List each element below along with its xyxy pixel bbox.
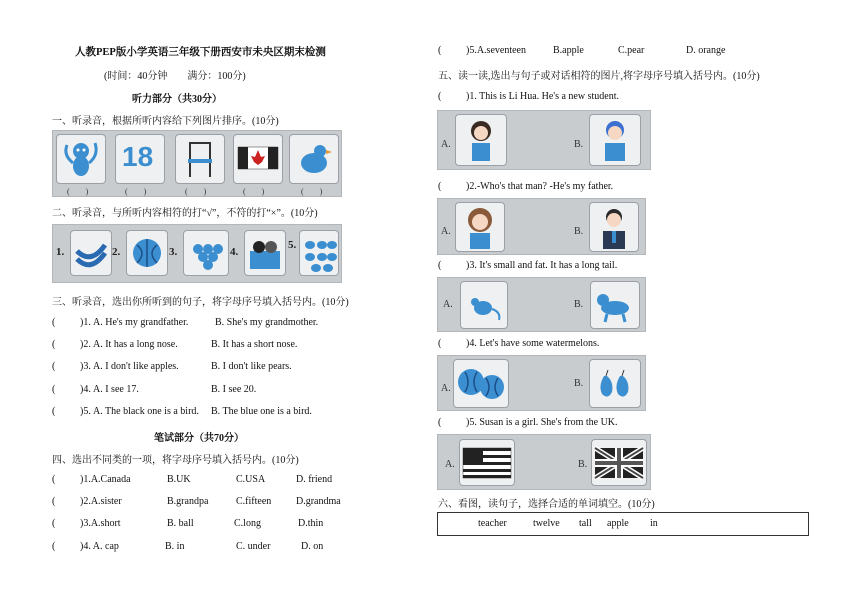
q3-option-b: B. I don't like pears. <box>211 361 292 372</box>
option-a-label: A. <box>445 459 455 470</box>
woman-icon <box>456 203 504 251</box>
q2-num-4: 4. <box>230 246 239 258</box>
monkey-card <box>56 134 106 184</box>
number-18: 18 <box>122 141 154 172</box>
word-bank-item: tall <box>579 518 592 529</box>
word-bank-item: twelve <box>533 518 560 529</box>
fruit-box-icon <box>245 231 285 275</box>
two-pears-icon <box>590 360 640 407</box>
q5-photo-3 <box>437 277 646 332</box>
q4-option-c: C.long <box>234 518 261 529</box>
q4-option-d: D. on <box>301 541 324 552</box>
q4-option-b: B.grandpa <box>167 496 209 507</box>
watermelon-card <box>126 230 168 276</box>
q1-paren-1[interactable]: ( ) <box>67 187 89 196</box>
q3-item-number: )3. <box>80 361 91 372</box>
option-b-label: B. <box>574 139 584 150</box>
bird-card <box>289 134 339 184</box>
q4-option-c: C.fifteen <box>236 496 272 507</box>
option-b-label: B. <box>574 378 584 389</box>
q3-option-a: A. It has a long nose. <box>93 339 178 350</box>
option-a-label: A. <box>441 383 451 394</box>
pears-icon <box>300 231 338 275</box>
q4-paren[interactable]: ( <box>52 541 56 552</box>
q1-paren-3[interactable]: ( ) <box>185 187 207 196</box>
q3-paren[interactable]: ( <box>52 339 56 350</box>
q1-paren-4[interactable]: ( ) <box>243 187 265 196</box>
q4-option-b: B. in <box>165 541 185 552</box>
mouse-icon <box>461 282 507 328</box>
girl-card <box>455 114 507 166</box>
q6-instruction: 六、看图，读句子，选择合适的单词填空。(10分) <box>438 499 655 510</box>
q3-option-a: A. I don't like apples. <box>93 361 179 372</box>
q3-option-b: B. I see 20. <box>211 384 257 395</box>
q3-option-a: A. The black one is a bird. <box>93 406 199 417</box>
q3-option-a: A. He's my grandfather. <box>93 317 189 328</box>
monkey-icon <box>57 135 105 183</box>
q1-paren-5[interactable]: ( ) <box>301 187 323 196</box>
grapes-icon <box>184 231 228 275</box>
q4-option-d: D.grandma <box>296 496 341 507</box>
q5-photo-4 <box>437 355 646 411</box>
q5-paren[interactable]: ( <box>438 181 442 192</box>
q4-option-b: B. ball <box>167 518 194 529</box>
dog-icon <box>591 282 639 328</box>
q5-paren[interactable]: ( <box>438 338 442 349</box>
q3-option-b: B. The blue one is a bird. <box>211 406 312 417</box>
q5-photo-2 <box>437 198 646 255</box>
pears-card <box>299 230 339 276</box>
watermelons-card <box>453 359 509 408</box>
q5-photo-5 <box>437 434 651 490</box>
q4-option-b: B.apple <box>553 45 584 56</box>
dog-card <box>590 281 640 329</box>
q4-paren[interactable]: ( <box>52 474 56 485</box>
q3-option-b: B. It has a short nose. <box>211 339 298 350</box>
q5-item-text: )1. This is Li Hua. He's a new student. <box>466 91 619 102</box>
q4-option-d: D. orange <box>686 45 726 56</box>
bananas-icon <box>71 231 111 275</box>
q4-option-a: )2.A.sister <box>80 496 122 507</box>
q1-photo-strip <box>52 130 342 197</box>
q3-paren[interactable]: ( <box>52 317 56 328</box>
q5-item-text: )5. Susan is a girl. She's from the UK. <box>466 417 618 428</box>
q2-num-2: 2. <box>112 246 121 258</box>
q3-item-number: )5. <box>80 406 91 417</box>
exam-meta: (时间：40分钟 满分：100分) <box>104 71 246 82</box>
q3-item-number: )2. <box>80 339 91 350</box>
written-heading: 笔试部分（共70分） <box>154 433 244 444</box>
uk-flag-card <box>591 439 647 486</box>
word-bank-item: apple <box>607 518 629 529</box>
q5-paren[interactable]: ( <box>438 91 442 102</box>
woman-card <box>455 202 505 252</box>
q1-instruction: 一、听录音，根据所听内容给下列图片排序。(10分) <box>52 116 279 127</box>
q4-option-d: D.thin <box>298 518 324 529</box>
chair-card <box>175 134 225 184</box>
q4-option-b: B.UK <box>167 474 191 485</box>
q3-paren[interactable]: ( <box>52 361 56 372</box>
canada-flag-card <box>233 134 283 184</box>
q2-instruction: 二、听录音，与所听内容相符的打“√”，不符的打“×”。(10分) <box>52 208 318 219</box>
q4-option-c: C.pear <box>618 45 645 56</box>
boy-icon <box>590 115 640 165</box>
q1-paren-2[interactable]: ( ) <box>125 187 147 196</box>
fruit-box-card <box>244 230 286 276</box>
q4-option-c: C. under <box>236 541 271 552</box>
page-title: 人教PEP版小学英语三年级下册西安市未央区期末检测 <box>75 47 326 58</box>
q2-num-3: 3. <box>169 246 178 258</box>
q4-paren[interactable]: ( <box>438 45 442 56</box>
option-a-label: A. <box>441 226 451 237</box>
q4-option-a: )4. A. cap <box>80 541 119 552</box>
q4-option-a: )1.A.Canada <box>80 474 131 485</box>
word-bank-item: teacher <box>478 518 507 529</box>
q5-photo-1 <box>437 110 651 170</box>
q5-item-text: )3. It's small and fat. It has a long tail. <box>466 260 618 271</box>
q4-paren[interactable]: ( <box>52 496 56 507</box>
q5-item-text: )2.-Who's that man? -He's my father. <box>466 181 614 192</box>
girl-icon <box>456 115 506 165</box>
watermelon-icon <box>127 231 167 275</box>
option-b-label: B. <box>578 459 588 470</box>
usa-flag-card <box>459 439 515 486</box>
q5-item-text: )4. Let's have some watermelons. <box>466 338 600 349</box>
q3-paren[interactable]: ( <box>52 406 56 417</box>
q3-item-number: )4. <box>80 384 91 395</box>
chair-icon <box>176 135 224 183</box>
man-card <box>589 202 639 252</box>
two-pears-card <box>589 359 641 408</box>
word-bank <box>437 512 809 536</box>
q4-option-a: )5.A.seventeen <box>466 45 526 56</box>
mouse-card <box>460 281 508 329</box>
q4-option-a: )3.A.short <box>80 518 121 529</box>
q5-paren[interactable]: ( <box>438 260 442 271</box>
grapes-card <box>183 230 229 276</box>
word-bank-item: in <box>650 518 658 529</box>
watermelons-icon <box>454 360 508 407</box>
option-a-label: A. <box>443 299 453 310</box>
option-b-label: B. <box>574 299 584 310</box>
q2-num-1: 1. <box>56 246 65 258</box>
uk-flag-icon <box>592 440 646 485</box>
q3-instruction: 三、听录音，选出你所听到的句子，将字母序号填入括号内。(10分) <box>52 297 349 308</box>
option-b-label: B. <box>574 226 584 237</box>
q3-paren[interactable]: ( <box>52 384 56 395</box>
q4-instruction: 四、选出不同类的一项，将字母序号填入括号内。(10分) <box>52 455 299 466</box>
q3-option-a: A. I see 17. <box>93 384 139 395</box>
bird-icon <box>290 135 338 183</box>
q4-paren[interactable]: ( <box>52 518 56 529</box>
q5-paren[interactable]: ( <box>438 417 442 428</box>
q3-item-number: )1. <box>80 317 91 328</box>
q2-num-5: 5. <box>288 239 297 251</box>
q3-option-b: B. She's my grandmother. <box>215 317 319 328</box>
usa-flag-icon <box>460 440 514 485</box>
q2-photo-strip <box>52 224 342 283</box>
listening-heading: 听力部分（共30分） <box>132 94 222 105</box>
option-a-label: A. <box>441 139 451 150</box>
q4-option-d: D. friend <box>296 474 333 485</box>
q5-instruction: 五、读一读,选出与句子或对话相符的图片,将字母序号填入括号内。(10分) <box>438 71 760 82</box>
man-icon <box>590 203 638 251</box>
canada-flag-icon <box>234 135 282 183</box>
q4-option-c: C.USA <box>236 474 266 485</box>
bananas-card <box>70 230 112 276</box>
number-card <box>115 134 165 184</box>
boy-card <box>589 114 641 166</box>
